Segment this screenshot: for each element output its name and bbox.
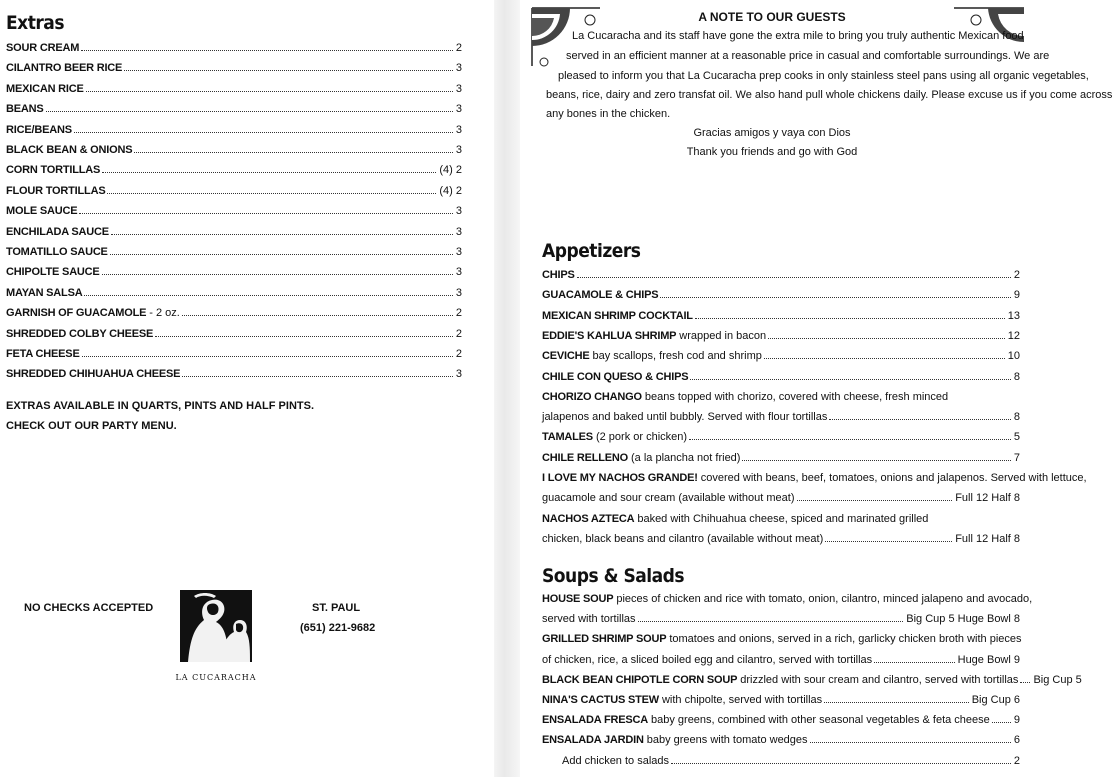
menu-item-price: 12 (1007, 329, 1020, 342)
menu-item-description: drizzled with sour cream and cilantro, served with tortillas (740, 673, 1019, 686)
menu-item-price: Big Cup 5 Huge Bowl 8 (906, 613, 1020, 626)
note-title: A NOTE TO OUR GUESTS (698, 10, 846, 24)
menu-item-name: NINA'S CACTUS STEW (542, 694, 659, 706)
menu-item-price: 3 (455, 82, 462, 95)
leader-dots (671, 763, 1011, 764)
menu-item-price: 2 (455, 307, 462, 320)
menu-item-price: 2 (1013, 754, 1020, 767)
menu-item-description-line (542, 387, 1020, 403)
menu-item-description-cont: jalapenos and baked until bubbly. Served with flour tortillas (542, 411, 828, 424)
leader-dots (86, 91, 453, 92)
menu-item-description-line (542, 629, 1020, 645)
menu-item-name: SHREDDED CHIHUAHUA CHEESE (6, 368, 181, 381)
menu-item-price: 10 (1007, 350, 1020, 363)
leader-dots (874, 662, 954, 663)
menu-item-price: 9 (1013, 289, 1020, 302)
menu-item (542, 609, 1020, 625)
menu-item-description: - 2 oz. (149, 307, 180, 320)
leader-dots (824, 702, 969, 703)
logo-image (180, 590, 252, 662)
leader-dots (638, 621, 904, 622)
menu-item-description: wrapped in bacon (679, 329, 767, 342)
menu-item-price: 13 (1007, 309, 1020, 322)
menu-item-price: Huge Bowl 9 (957, 653, 1020, 666)
leader-dots (107, 193, 436, 194)
leader-dots (84, 295, 452, 296)
right-page (520, 0, 1112, 777)
menu-item-price: 3 (455, 103, 462, 116)
leader-dots (577, 277, 1011, 278)
menu-item-price: 8 (1013, 411, 1020, 424)
extras-note-2: CHECK OUT OUR PARTY MENU. (6, 420, 177, 432)
menu-item (542, 690, 1020, 706)
menu-item (6, 140, 462, 156)
menu-item-price: 2 (455, 327, 462, 340)
leader-dots (764, 358, 1005, 359)
menu-item-description: covered with beans, beef, tomatoes, onions and jalapenos. Served with lettuce, (700, 472, 1087, 484)
menu-item-price: Full 12 Half 8 (955, 532, 1020, 545)
menu-item (6, 344, 462, 360)
leader-dots (110, 254, 453, 255)
menu-item (6, 120, 462, 136)
leader-dots (46, 111, 453, 112)
leader-dots (155, 336, 453, 337)
leader-dots (660, 297, 1010, 298)
note-line-2: served in an efficient manner at a reasonable price in casual and comfortable surroundings. We are (566, 50, 1050, 62)
leader-dots (695, 318, 1005, 319)
leader-dots (742, 460, 1010, 461)
menu-item-name: TAMALES (542, 431, 593, 444)
menu-item-price: Full 12 Half 8 (955, 492, 1020, 505)
menu-item-description: (2 pork or chicken) (595, 431, 688, 444)
leader-dots (992, 722, 1011, 723)
leader-dots (689, 439, 1011, 440)
menu-item-price: Big Cup 5 (1033, 673, 1082, 686)
menu-item-price: 8 (1013, 370, 1020, 383)
menu-item (6, 58, 462, 74)
menu-item-description-cont: served with tortillas (542, 613, 636, 626)
menu-item-name: MOLE SAUCE (6, 205, 78, 218)
extras-note-1: EXTRAS AVAILABLE IN QUARTS, PINTS AND HALF PINTS. (6, 400, 315, 412)
menu-item (542, 265, 1020, 281)
menu-item-name: HOUSE SOUP (542, 593, 614, 605)
menu-item-description: beans topped with chorizo, covered with cheese, fresh minced (644, 390, 949, 403)
menu-item (542, 285, 1020, 301)
phone-number: (651) 221-9682 (300, 622, 376, 634)
leader-dots (829, 419, 1011, 420)
menu-item-description: baby greens, combined with other seasonal vegetables & feta cheese (651, 714, 990, 727)
note-sign-english: Thank you friends and go with God (686, 146, 858, 158)
note-line-4: beans, rice, dairy and zero transfat oil. We also hand pull whole chickens daily. Please excuse us if you come across (546, 89, 1112, 101)
menu-item-price: 2 (455, 348, 462, 360)
menu-item (542, 650, 1020, 666)
leader-dots (81, 50, 453, 51)
menu-item-name: EDDIE'S KAHLUA SHRIMP (542, 329, 677, 342)
note-line-5: any bones in the chicken. (546, 108, 671, 120)
menu-item (6, 160, 462, 176)
menu-item-name: CHIPOLTE SAUCE (6, 266, 100, 279)
menu-item (542, 730, 1020, 746)
menu-item (562, 751, 1020, 767)
menu-item-name: BLACK BEAN CHIPOTLE CORN SOUP (542, 673, 738, 686)
menu-item-price: (4) 2 (439, 184, 462, 197)
left-page (0, 0, 494, 777)
menu-item-price: 3 (455, 368, 462, 381)
menu-item (542, 710, 1020, 726)
menu-item (6, 303, 462, 319)
menu-item-name: CHIPS (542, 269, 575, 281)
menu-item (542, 448, 1020, 464)
menu-item (6, 181, 462, 197)
menu-item (6, 99, 462, 115)
menu-item-description-line (542, 468, 1087, 484)
menu-item-price: Big Cup 6 (971, 694, 1020, 706)
menu-item-name: ENCHILADA SAUCE (6, 225, 109, 238)
menu-item-name: CHILE RELLENO (542, 451, 629, 464)
menu-item (6, 242, 462, 258)
menu-item-description: (a la plancha not fried) (631, 451, 741, 464)
menu-item-name: GRILLED SHRIMP SOUP (542, 633, 667, 646)
menu-item-name: BEANS (6, 103, 44, 116)
menu-item-description: bay scallops, fresh cod and shrimp (592, 350, 762, 363)
menu-item-price: 3 (455, 123, 462, 136)
city-label: ST. PAUL (312, 602, 361, 614)
menu-item (542, 670, 1082, 686)
menu-item-name: GARNISH OF GUACAMOLE (6, 307, 147, 320)
menu-item-description-cont: guacamole and sour cream (available without meat) (542, 492, 795, 505)
menu-item (6, 201, 462, 217)
note-line-3: pleased to inform you that La Cucaracha prep cooks in only stainless steel pans using all organic vegetables, (558, 70, 1089, 82)
soups-salads-heading: Soups & Salads (542, 565, 685, 587)
note-line-1: La Cucaracha and its staff have gone the extra mile to bring you truly authentic Mexican food (572, 30, 1024, 42)
menu-item-name: MEXICAN SHRIMP COCKTAIL (542, 309, 693, 322)
menu-item-description: Add chicken to salads (562, 754, 670, 767)
menu-item (542, 306, 1020, 322)
page-fold (494, 0, 520, 777)
menu-item-price: 2 (455, 42, 462, 54)
menu-item-price: 9 (1013, 714, 1020, 727)
menu-item-name: CORN TORTILLAS (6, 164, 101, 177)
menu-item-name: SHREDDED COLBY CHEESE (6, 327, 154, 340)
note-sign-spanish: Gracias amigos y vaya con Dios (693, 127, 851, 139)
no-checks-notice: NO CHECKS ACCEPTED (24, 602, 154, 614)
menu-item-name: ENSALADA JARDIN (542, 734, 644, 747)
menu-item-price: (4) 2 (439, 164, 462, 177)
menu-item-name: CEVICHE (542, 350, 590, 363)
leader-dots (111, 234, 453, 235)
menu-item-name: RICE/BEANS (6, 123, 72, 136)
menu-item (6, 38, 462, 54)
menu-item-price: 3 (455, 205, 462, 218)
menu-item-name: CHILE CON QUESO & CHIPS (542, 370, 689, 383)
menu-item-price: 6 (1013, 734, 1020, 747)
leader-dots (79, 213, 453, 214)
appetizers-heading: Appetizers (542, 240, 641, 262)
menu-item (6, 79, 462, 95)
menu-item (6, 364, 462, 380)
menu-item-name: MAYAN SALSA (6, 286, 83, 299)
menu-item-description-line (542, 509, 1020, 525)
logo-caption: LA CUCARACHA (175, 673, 257, 682)
leader-dots (825, 541, 952, 542)
leader-dots (810, 742, 1011, 743)
leader-dots (1020, 682, 1030, 683)
menu-item (542, 427, 1020, 443)
menu-item (542, 407, 1020, 423)
menu-item-price: 7 (1013, 451, 1020, 464)
leader-dots (134, 152, 453, 153)
menu-item-price: 2 (1013, 269, 1020, 281)
menu-item (542, 488, 1020, 504)
leader-dots (82, 356, 453, 357)
menu-item-description-line (542, 589, 1033, 605)
menu-item-price: 3 (455, 62, 462, 75)
menu-item-description: with chipolte, served with tortillas (661, 694, 823, 706)
menu-item-description: tomatoes and onions, served in a rich, garlicky chicken broth with pieces (669, 633, 1022, 646)
menu-item-name: GUACAMOLE & CHIPS (542, 289, 659, 302)
leader-dots (182, 315, 453, 316)
leader-dots (102, 274, 453, 275)
menu-item-name: I LOVE MY NACHOS GRANDE! (542, 472, 698, 484)
menu-item (542, 346, 1020, 362)
extras-heading: Extras (6, 12, 65, 34)
menu-item-name: FLOUR TORTILLAS (6, 184, 106, 197)
menu-item-price: 3 (455, 286, 462, 299)
menu-item (6, 222, 462, 238)
menu-item-description: pieces of chicken and rice with tomato, onion, cilantro, minced jalapeno and avocado, (616, 593, 1033, 605)
menu-item-price: 5 (1013, 431, 1020, 444)
leader-dots (797, 500, 953, 501)
menu-item-name: BLACK BEAN & ONIONS (6, 144, 133, 156)
menu-item-price: 3 (455, 144, 462, 156)
menu-item-price: 3 (455, 246, 462, 258)
leader-dots (690, 379, 1011, 380)
menu-item-name: ENSALADA FRESCA (542, 714, 648, 727)
menu-item-name: FETA CHEESE (6, 348, 80, 360)
leader-dots (74, 132, 453, 133)
menu-item (6, 324, 462, 340)
menu-item (6, 283, 462, 299)
menu-item-name: CILANTRO BEER RICE (6, 62, 123, 75)
menu-item-price: 3 (455, 266, 462, 279)
menu-item-description-cont: chicken, black beans and cilantro (available without meat) (542, 532, 824, 545)
menu-item (6, 262, 462, 278)
menu-item-name: MEXICAN RICE (6, 82, 84, 95)
menu-item-name: SOUR CREAM (6, 42, 80, 54)
menu-item-name: NACHOS AZTECA (542, 512, 635, 525)
menu-item-price: 3 (455, 225, 462, 238)
menu-item-description: baby greens with tomato wedges (646, 734, 808, 747)
menu-item-description-cont: of chicken, rice, a sliced boiled egg and cilantro, served with tortillas (542, 653, 873, 666)
menu-item-description: baked with Chihuahua cheese, spiced and marinated grilled (637, 512, 929, 525)
menu-item-name: CHORIZO CHANGO (542, 390, 642, 403)
leader-dots (768, 338, 1005, 339)
leader-dots (124, 70, 453, 71)
leader-dots (102, 172, 436, 173)
menu-item (542, 367, 1020, 383)
menu-item (542, 326, 1020, 342)
menu-item-name: TOMATILLO SAUCE (6, 246, 108, 258)
leader-dots (182, 376, 453, 377)
menu-item (542, 529, 1020, 545)
